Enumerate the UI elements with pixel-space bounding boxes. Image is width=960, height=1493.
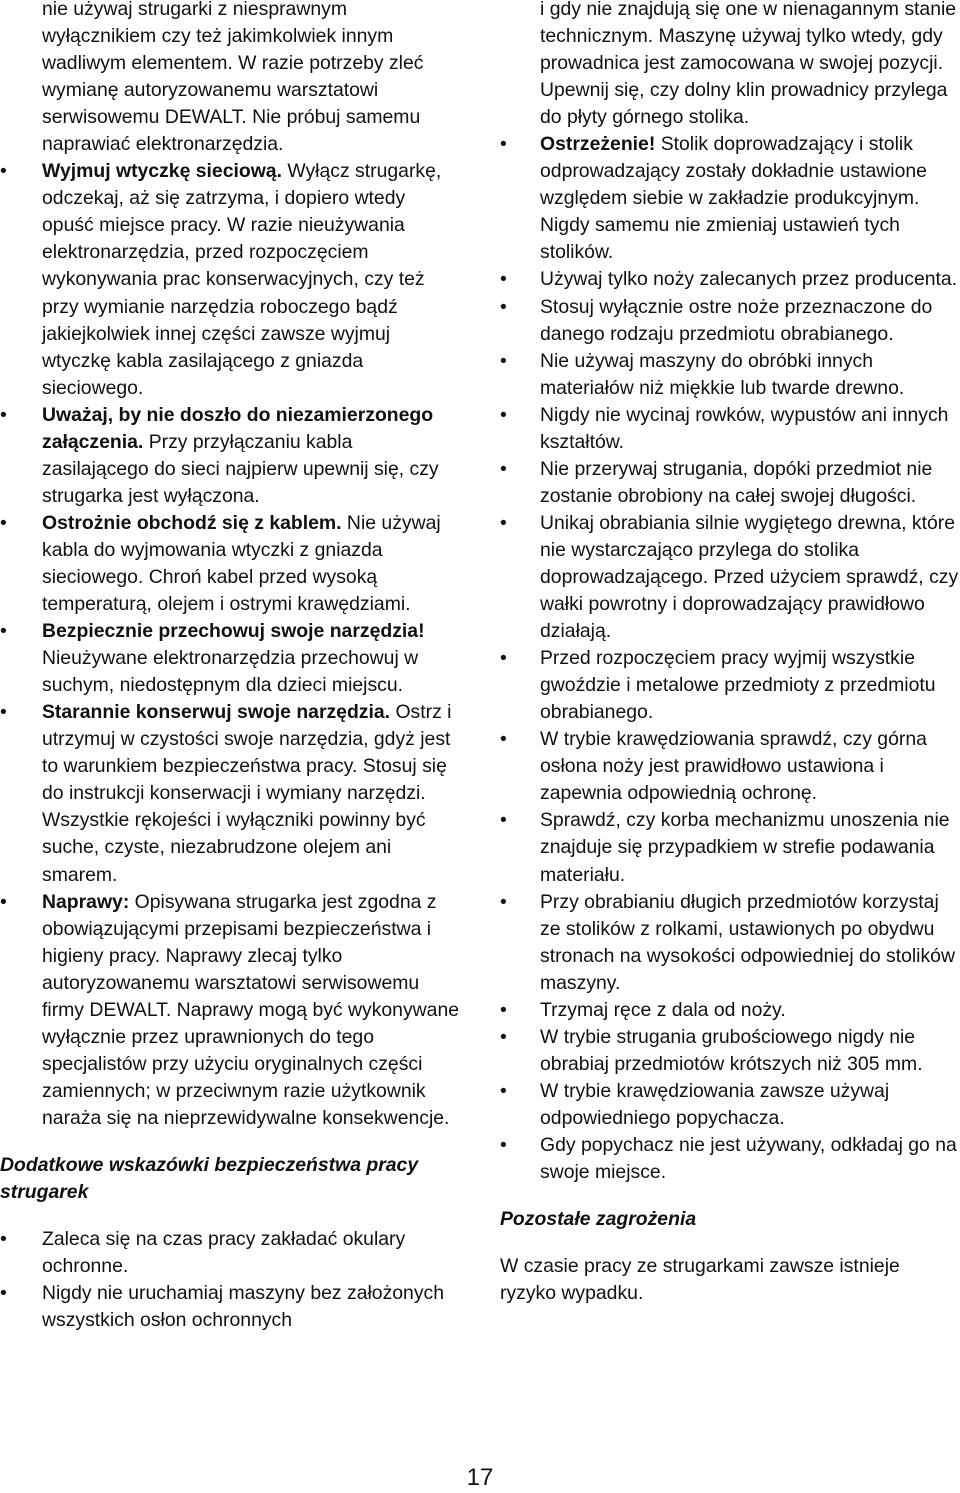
bullet-icon: • [0, 620, 7, 643]
bullet-icon: • [500, 647, 507, 670]
list-item: • Ostrzeżenie! Stolik doprowadzający i stolik odprowadzający zostały dokładnie ustawione względem siebie w zakładzie produkcyjnym. Nigdy samemu nie zmieniaj ustawień tych stolików. [500, 133, 927, 264]
bullet-icon: • [500, 1079, 507, 1102]
bullet-icon: • [0, 160, 7, 183]
bullet-icon: • [500, 457, 507, 480]
right-column [500, 0, 960, 1307]
list-item: • W trybie krawędziowania zawsze używaj odpowiedniego popychacza. [500, 1079, 890, 1129]
bullet-icon: • [0, 1228, 7, 1251]
bullet-icon: • [0, 890, 7, 913]
bullet-icon: • [0, 511, 7, 534]
list-item: • Nigdy nie uruchamiaj maszyny bez założonych wszystkich osłon ochronnych [0, 1282, 445, 1332]
machine-safety-list [0, 1226, 462, 1334]
list-item: • Przed rozpoczęciem pracy wyjmij wszystkie gwoździe i metalowe przedmioty z przedmiotu obrabianego. [500, 647, 936, 724]
list-item: • Używaj tylko noży zalecanych przez producenta. [500, 266, 960, 293]
bullet-icon: • [0, 403, 7, 426]
bullet-icon: • [500, 268, 507, 291]
bullet-icon: • [500, 133, 507, 156]
bullet-icon: • [500, 295, 507, 318]
list-item: • W trybie krawędziowania sprawdź, czy górna osłona noży jest prawidłowo ustawiona i zapewnia odpowiednią ochronę. [500, 728, 927, 805]
bullet-icon: • [500, 809, 507, 832]
list-item: • Przy obrabianiu długich przedmiotów korzystaj ze stolików z rolkami, ustawionych po obydwu stronach na wysokości odpowiedniej do stolików maszyny. [500, 890, 955, 994]
list-item: • Nie używaj maszyny do obróbki innych materiałów niż miękkie lub twarde drewno. [500, 349, 905, 399]
bullet-icon: • [500, 728, 507, 751]
continued-paragraph: nie używaj strugarki z niesprawnym wyłącznikiem czy też jakimkolwiek innym wadliwym elementem. W razie potrzeby zleć wymianę autoryzowanemu warsztatowi serwisowemu DEWALT. Nie próbuj samemu naprawiać elektronarzędzia. [42, 0, 424, 156]
bullet-icon: • [500, 403, 507, 426]
list-item: • W trybie strugania grubościowego nigdy nie obrabiaj przedmiotów krótszych niż 305 mm. [500, 1025, 923, 1075]
list-item: • Ostrożnie obchodź się z kablem. Nie używaj kabla do wyjmowania wtyczki z gniazda sieciowego. Chroń kabel przed wysoką temperaturą, olejem i ostrymi krawędziami. [0, 511, 441, 616]
bullet-icon: • [0, 1282, 7, 1305]
continued-paragraph: i gdy nie znajdują się one w nienagannym stanie technicznym. Maszynę używaj tylko wtedy, gdy prowadnica jest zamocowana w swojej pozycji. Upewnij się, czy dolny klin prowadnicy przylega do płyty górnego stolika. [540, 0, 957, 129]
list-item: • Gdy popychacz nie jest używany, odkładaj go na swoje miejsce. [500, 1133, 957, 1184]
list-item: • Bezpiecznie przechowuj swoje narzędzia! Nieużywane elektronarzędzia przechowuj w suchym, niedostępnym dla dzieci miejscu. [0, 620, 425, 697]
list-item: • Starannie konserwuj swoje narzędzia. Ostrz i utrzymuj w czystości swoje narzędzia, gdyż jest to warunkiem bezpieczeństwa pracy. Stosuj się do instrukcji konserwacji i wymiany narzędzi. Wszystkie rękojeści i wyłączniki powinny być suche, czyste, niezabrudzone olejem ani smarem. [0, 701, 452, 886]
section-heading: Dodatkowe wskazówki bezpieczeństwa pracy strugarek [0, 1153, 419, 1204]
list-item: • Zaleca się na czas pracy zakładać okulary ochronne. [0, 1228, 406, 1278]
list-item: • Naprawy: Opisywana strugarka jest zgodna z obowiązującymi przepisami bezpieczeństwa i higieny pracy. Naprawy zlecaj tylko autoryzowanemu warsztatowi serwisowemu firmy DEWALT. Naprawy mogą być wykonywane wyłącznie przez uprawnionych do tego specjalistów przy użyciu oryginalnych części zamiennych; w przeciwnym razie użytkownik naraża się na nieprzewidywalne konsekwencje. [0, 890, 460, 1129]
safety-list [0, 158, 462, 1132]
bullet-icon: • [500, 349, 507, 372]
bullet-icon: • [500, 1025, 507, 1048]
list-item: • Nigdy nie wycinaj rowków, wypustów ani innych kształtów. [500, 403, 949, 453]
list-item: • Uważaj, by nie doszło do niezamierzonego załączenia. Przy przyłączaniu kabla zasilającego do sieci najpierw upewnij się, czy strugarka jest wyłączona. [0, 403, 439, 507]
bullet-icon: • [500, 890, 507, 913]
list-item: • Stosuj wyłącznie ostre noże przeznaczone do danego rodzaju przedmiotu obrabianego. [500, 295, 933, 345]
bullet-icon: • [500, 511, 507, 534]
list-item: • Sprawdź, czy korba mechanizmu unoszenia nie znajduje się przypadkiem w strefie podawania materiału. [500, 809, 950, 886]
section-heading: Pozostałe zagrożenia [500, 1208, 697, 1231]
list-item: • Trzymaj ręce z dala od noży. [500, 997, 960, 1024]
list-item: • Unikaj obrabiania silnie wygiętego drewna, które nie wystarczająco przylega do stolika doprowadzającego. Przed użyciem sprawdź, czy wałki powrotny i doprowadzający prawidłowo działają. [500, 511, 959, 643]
bullet-icon: • [500, 998, 507, 1021]
bullet-icon: • [500, 1133, 507, 1156]
page-number: 17 [466, 1464, 494, 1491]
machine-safety-list-continued [500, 131, 960, 1186]
left-column [0, 0, 462, 1334]
list-item: • Nie przerywaj strugania, dopóki przedmiot nie zostanie obrobiony na całej swojej długości. [500, 457, 933, 507]
residual-risk-paragraph: W czasie pracy ze strugarkami zawsze istnieje ryzyko wypadku. [500, 1255, 900, 1305]
list-item: • Wyjmuj wtyczkę sieciową. Wyłącz strugarkę, odczekaj, aż się zatrzyma, i dopiero wtedy opuść miejsce pracy. W razie nieużywania elektronarzędzia, przed rozpoczęciem wykonywania prac konserwacyjnych, czy też przy wymianie narzędzia roboczego bądź jakiejkolwiek innej części zawsze wyjmuj wtyczkę kabla zasilającego z gniazda sieciowego. [0, 160, 442, 399]
bullet-icon: • [0, 701, 7, 724]
